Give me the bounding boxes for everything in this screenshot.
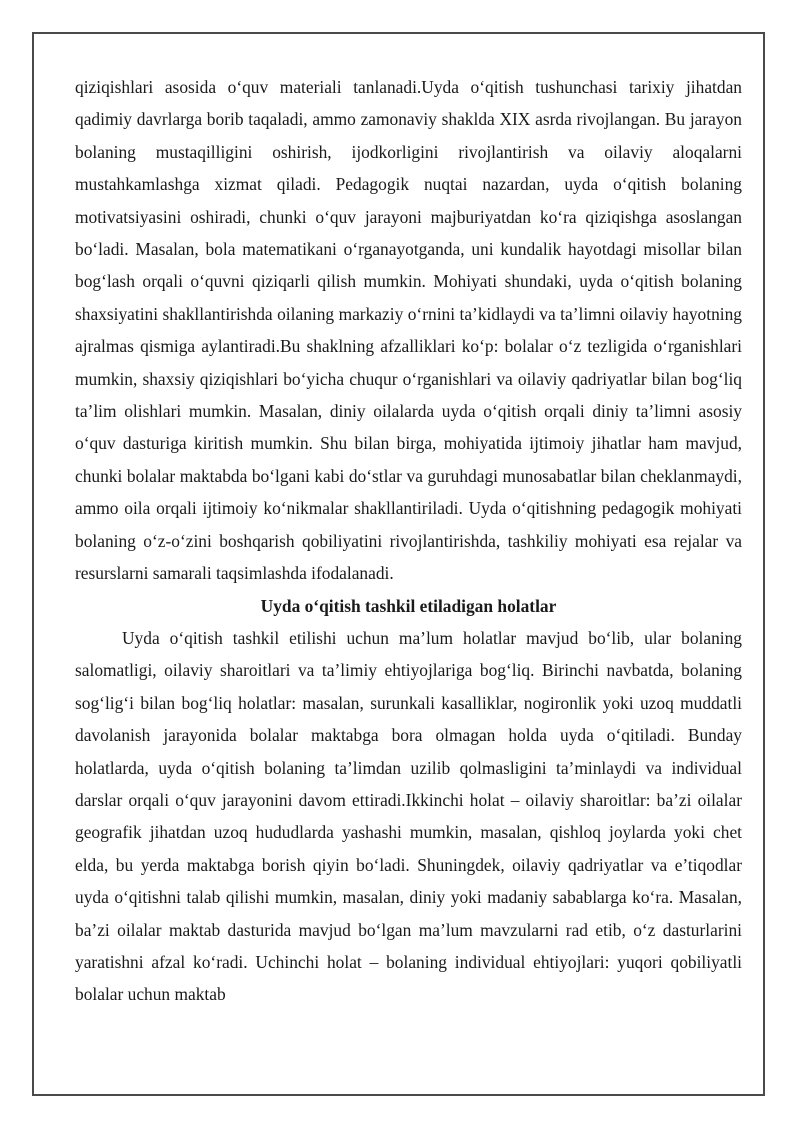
document-body [75,71,742,1011]
section-heading: Uyda o‘qitish tashkil etiladigan holatlar [260,595,557,616]
body-paragraph: qiziqishlari asosida o‘quv materiali tanlanadi.Uyda o‘qitish tushunchasi tarixiy jihatdan qadimiy davrlarga borib taqaladi, ammo zamonaviy shaklda XIX asrda rivojlangan. Bu jarayon bolaning mustaqilligini oshirish, ijodkorligini rivojlantirish va oilaviy aloqalarni mustahkamlashga xizmat qiladi. Pedagogik nuqtai nazardan, uyda o‘qitish bolaning motivatsiyasini oshiradi, chunki o‘quv jarayoni majburiyatdan ko‘ra qiziqishga asoslangan bo‘ladi. Masalan, bola matematikani o‘rganayotganda, uni kundalik hayotdagi misollar bilan bog‘lash orqali o‘quvni qiziqarli qilish mumkin. Mohiyati shundaki, uyda o‘qitish bolaning shaxsiyatini shakllantirishda oilaning markaziy o‘rnini ta’kidlaydi va ta’limni oilaviy hayotning ajralmas qismiga aylantiradi.Bu shaklning afzalliklari ko‘p: bolalar o‘z tezligida o‘rganishlari mumkin, shaxsiy qiziqishlari bo‘yicha chuqur o‘rganishlari va oilaviy qadriyatlar bilan bog‘liq ta’lim olishlari mumkin. Masalan, diniy oilalarda uyda o‘qitish orqali diniy ta’limni asosiy o‘quv dasturiga kiritish mumkin. Shu bilan birga, mohiyatida ijtimoiy jihatlar ham mavjud, chunki bolalar maktabda bo‘lgani kabi do‘stlar va guruhdagi munosabatlar bilan cheklanmaydi, ammo oila orqali ijtimoiy ko‘nikmalar shakllantiriladi. Uyda o‘qitishning pedagogik mohiyati bolaning o‘z-o‘zini boshqarish qobiliyatini rivojlantirishda, tashkiliy mohiyati esa rejalar va resurslarni samarali taqsimlashda ifodalanadi. [75,77,742,584]
body-paragraph: Uyda o‘qitish tashkil etilishi uchun ma’lum holatlar mavjud bo‘lib, ular bolaning salomatligi, oilaviy sharoitlari va ta’limiy ehtiyojlariga bog‘liq. Birinchi navbatda, bolaning sog‘lig‘i bilan bog‘liq holatlar: masalan, surunkali kasalliklar, nogironlik yoki uzoq muddatli davolanish jarayonida bolalar maktabga bora olmagan holda uyda o‘qitiladi. Bunday holatlarda, uyda o‘qitish bolaning ta’limdan uzilib qolmasligini ta’minlaydi va individual darslar orqali o‘quv jarayonini davom ettiradi.Ikkinchi holat – oilaviy sharoitlar: ba’zi oilalar geografik jihatdan uzoq hududlarda yashashi mumkin, masalan, qishloq joylarda yoki chet elda, bu yerda maktabga borish qiyin bo‘ladi. Shuningdek, oilaviy qadriyatlar va e’tiqodlar uyda o‘qitishni talab qilishi mumkin, masalan, diniy yoki madaniy sabablarga ko‘ra. Masalan, ba’zi oilalar maktab dasturida mavjud bo‘lgan ma’lum mavzularni rad etib, o‘z dasturlarini yaratishni afzal ko‘radi. Uchinchi holat – bolaning individual ehtiyojlari: yuqori qobiliyatli bolalar uchun maktab [75,627,742,1005]
